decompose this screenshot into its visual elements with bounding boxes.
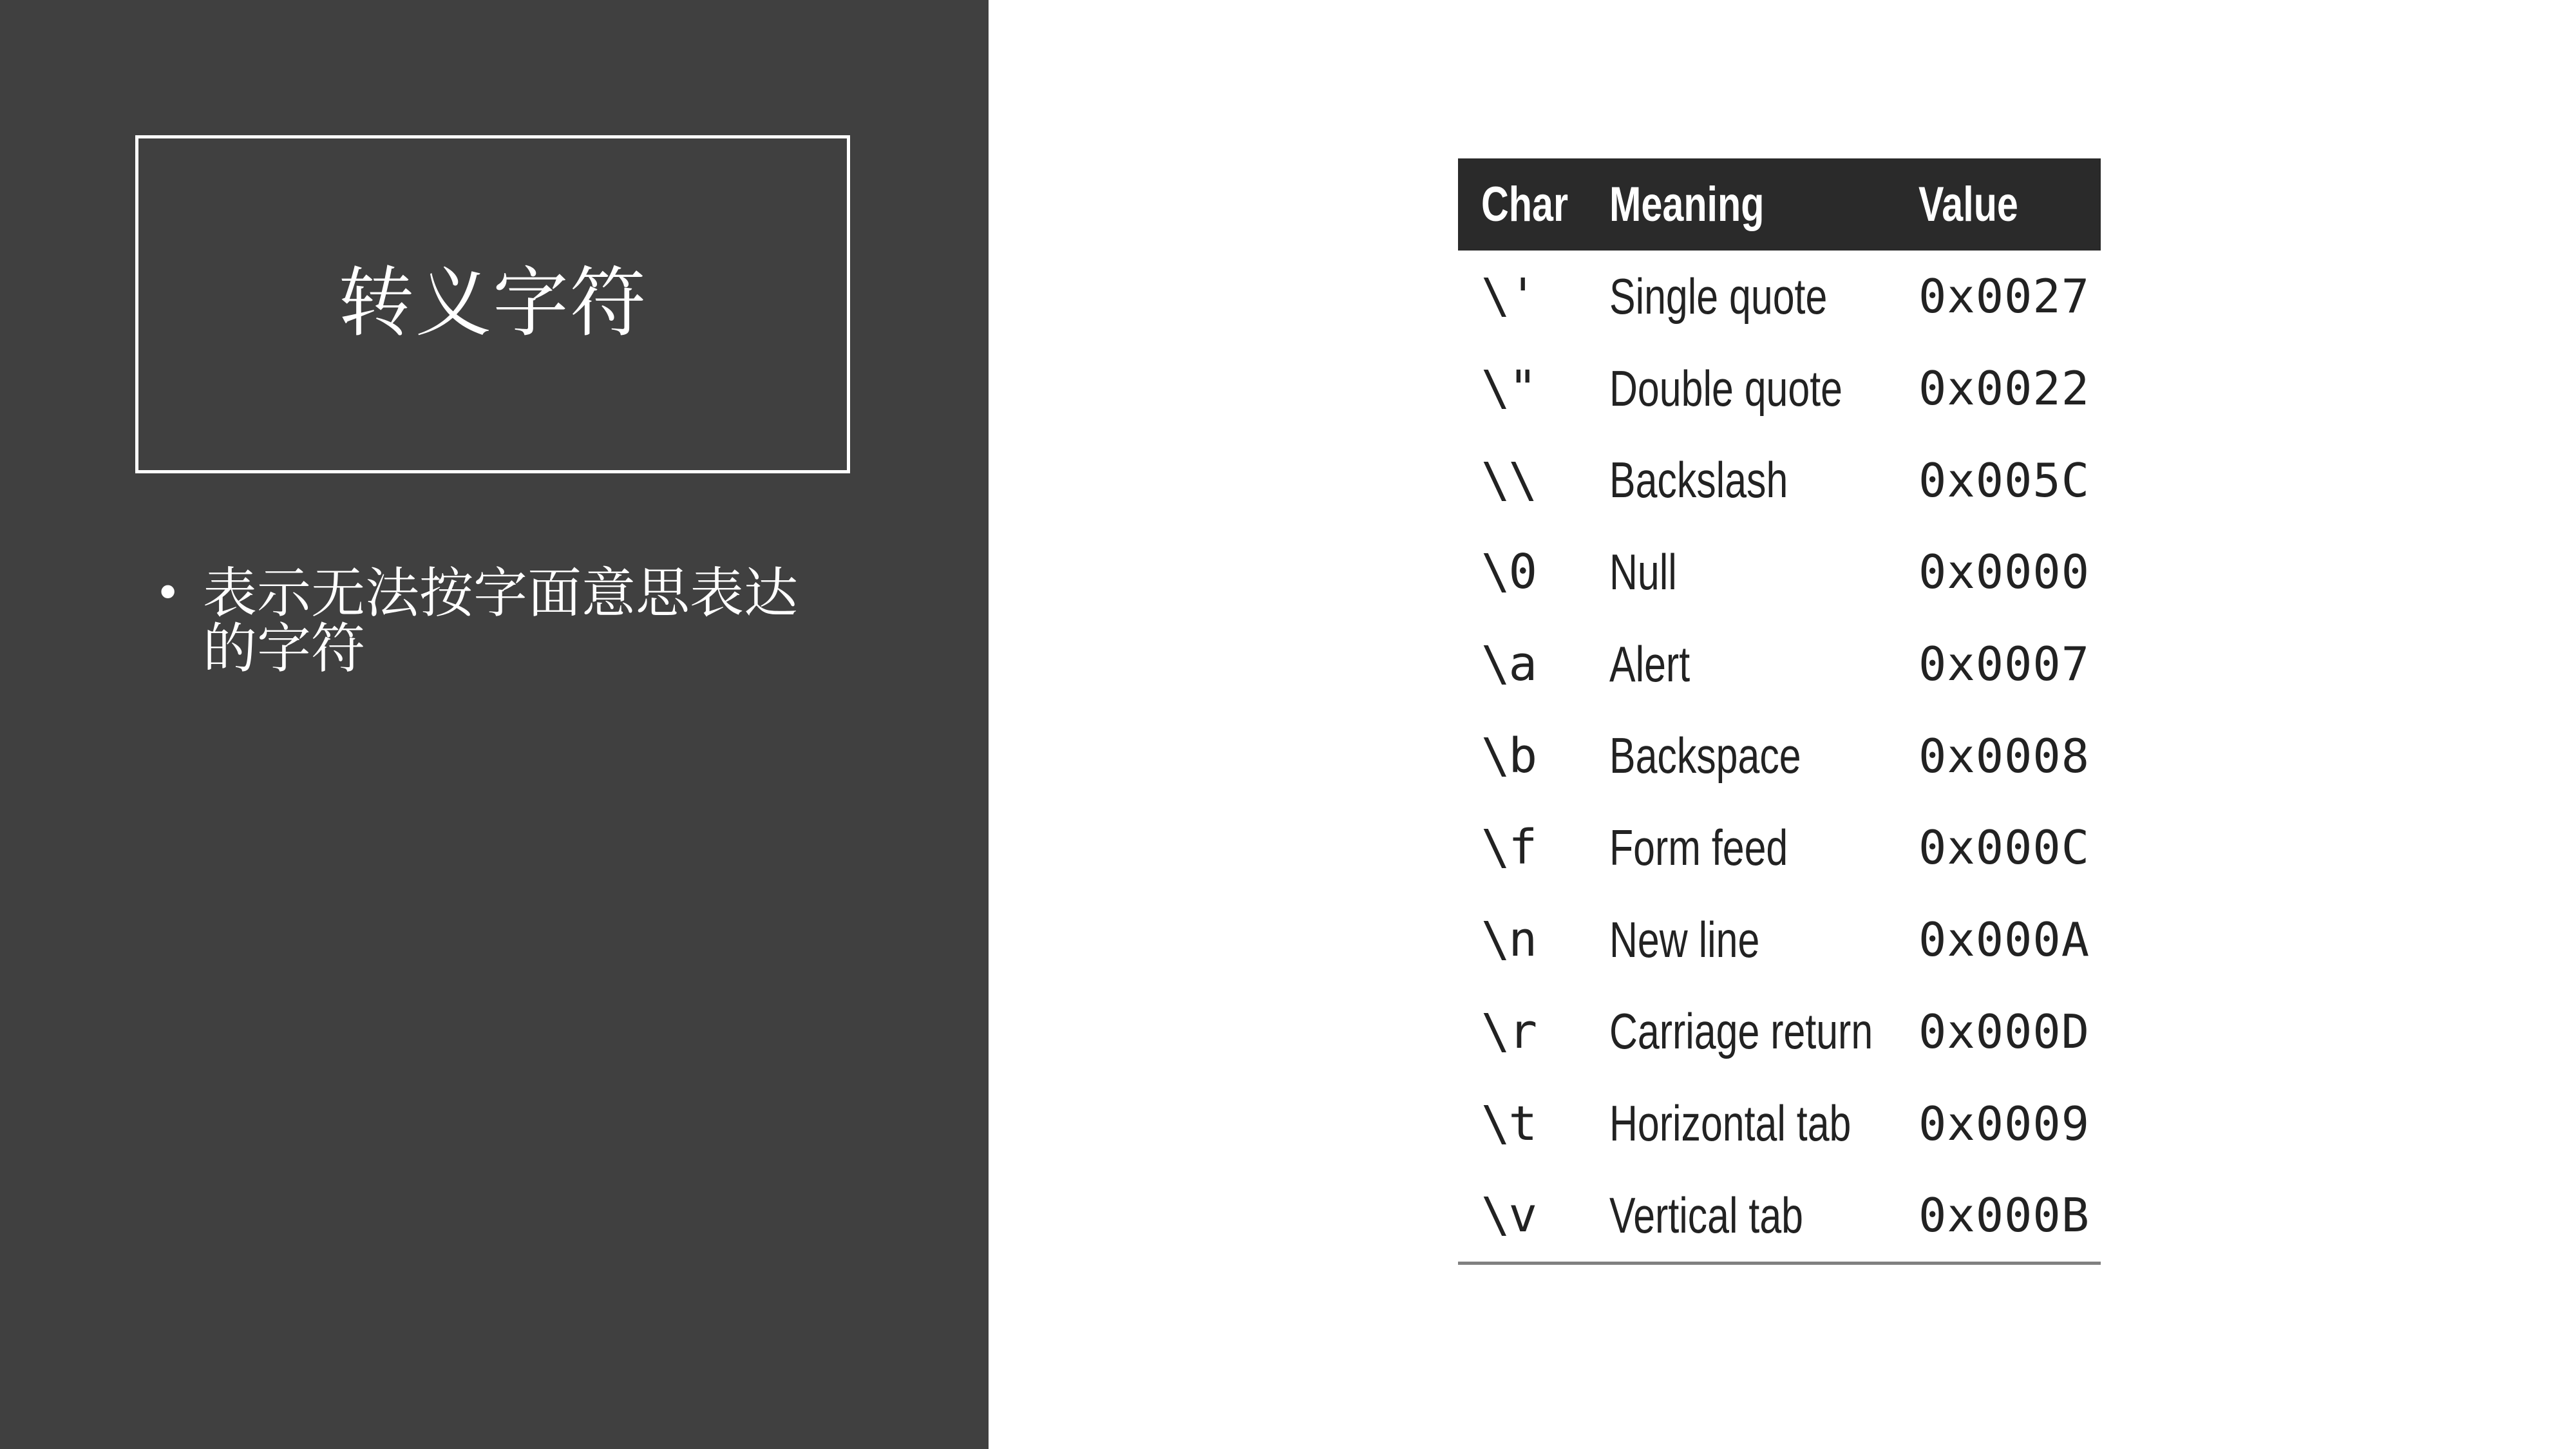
cell-value: 0x0007	[1918, 637, 2090, 692]
cell-char: \'	[1481, 269, 1537, 325]
cell-char: \f	[1481, 820, 1537, 876]
cell-char: \v	[1481, 1188, 1537, 1244]
column-header-char: Char	[1458, 158, 1609, 251]
table-header-row	[1458, 158, 2101, 251]
bullet-text: 表示无法按字面意思表达的字符	[203, 562, 799, 680]
table-row	[1458, 710, 2101, 802]
cell-value: 0x000C	[1918, 820, 2090, 875]
cell-meaning: Single quote	[1609, 267, 1828, 325]
bullet-list	[155, 562, 837, 680]
cell-value: 0x0000	[1918, 545, 2090, 600]
table-bottom-rule	[1458, 1262, 2101, 1265]
column-header-meaning: Meaning	[1609, 158, 1918, 251]
cell-value: 0x0027	[1918, 269, 2090, 324]
table	[1458, 158, 2101, 1262]
cell-meaning: Horizontal tab	[1609, 1095, 1852, 1152]
table-row	[1458, 343, 2101, 435]
cell-meaning: Backslash	[1609, 451, 1788, 509]
table-row	[1458, 802, 2101, 894]
cell-value: 0x0022	[1918, 361, 2090, 416]
cell-value: 0x005C	[1918, 453, 2090, 507]
cell-value: 0x000A	[1918, 913, 2090, 967]
title-box	[135, 135, 850, 473]
bullet-point-icon: •	[155, 567, 182, 620]
table-row	[1458, 526, 2101, 618]
cell-char: \"	[1481, 361, 1537, 417]
cell-value: 0x000D	[1918, 1004, 2090, 1059]
table-row	[1458, 986, 2101, 1078]
cell-meaning: Null	[1609, 543, 1677, 600]
column-header-value: Value	[1918, 158, 2101, 251]
cell-meaning: Vertical tab	[1609, 1186, 1803, 1244]
cell-meaning: Form feed	[1609, 819, 1788, 876]
cell-meaning: Double quote	[1609, 359, 1842, 417]
bullet-item	[155, 562, 837, 680]
cell-char: \t	[1481, 1095, 1537, 1151]
cell-char: \n	[1481, 912, 1537, 968]
table-row	[1458, 618, 2101, 710]
escape-character-table	[1458, 158, 2101, 1265]
cell-meaning: New line	[1609, 911, 1760, 968]
cell-meaning: Alert	[1609, 635, 1690, 692]
table-row	[1458, 1077, 2101, 1170]
cell-value: 0x0009	[1918, 1096, 2090, 1151]
table-row	[1458, 894, 2101, 986]
cell-value: 0x000B	[1918, 1188, 2090, 1243]
cell-meaning: Carriage return	[1609, 1003, 1873, 1060]
table-row	[1458, 1170, 2101, 1262]
cell-value: 0x0008	[1918, 728, 2090, 783]
cell-char: \b	[1481, 728, 1537, 784]
cell-char: \a	[1481, 636, 1537, 692]
slide-title: 转义字符	[337, 258, 647, 347]
left-panel	[0, 0, 989, 1449]
cell-char: \0	[1481, 544, 1537, 600]
table-row	[1458, 251, 2101, 343]
cell-meaning: Backspace	[1609, 727, 1801, 784]
cell-char: \\	[1481, 452, 1537, 508]
cell-char: \r	[1481, 1003, 1537, 1059]
table-row	[1458, 434, 2101, 526]
